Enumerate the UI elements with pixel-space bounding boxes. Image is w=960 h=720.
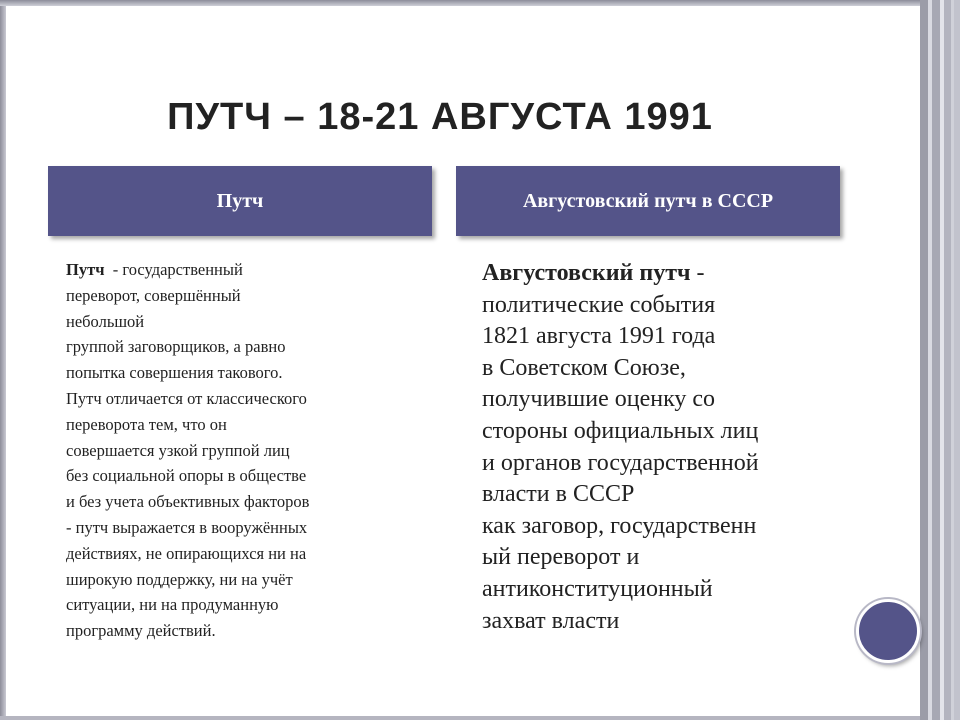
definition-line: переворота тем, что он [66, 414, 227, 434]
description-term: Августовский путч [482, 260, 691, 286]
description-line: захват власти [482, 607, 620, 634]
putsch-definition [66, 257, 436, 644]
definition-line: совершается узкой группой лиц [66, 440, 290, 460]
decorative-circle [856, 599, 920, 663]
description-line: ый переворот и [482, 544, 640, 571]
definition-line [66, 257, 436, 283]
slide-frame-left [0, 0, 6, 720]
definition-line: группой заговорщиков, а равно [66, 337, 286, 357]
description-line: 1821 августа 1991 года [482, 323, 716, 350]
definition-line: - путч выражается в вооружённых [66, 517, 308, 537]
description-line: получившие оценку со [482, 386, 716, 413]
tab-august-putsch-label: Августовский путч в СССР [522, 189, 774, 212]
slide-frame-top [0, 0, 928, 6]
definition-line: Путч отличается от классического [66, 388, 307, 408]
definition-line: действиях, не опирающихся ни на [66, 543, 307, 563]
slide-frame-bottom [0, 716, 928, 720]
definition-line: переворот, совершённый [66, 285, 241, 305]
tab-putsch [48, 166, 432, 236]
definition-line: ситуации, ни на продуманную [66, 595, 279, 615]
slide-frame-right-stripes [920, 0, 960, 720]
definition-line: широкую поддержку, ни на учёт [66, 569, 293, 589]
description-line: власти в СССР [482, 481, 635, 508]
description-line: как заговор, государственн [482, 512, 757, 539]
definition-line: небольшой [66, 311, 145, 331]
slide-title: ПУТЧ – 18-21 АВГУСТА 1991 [167, 96, 713, 138]
definition-line: попытка совершения такового. [66, 363, 283, 383]
definition-term: Путч [66, 260, 105, 279]
definition-text: - государственный [104, 260, 243, 279]
august-putsch-description [482, 258, 842, 637]
description-line [482, 258, 842, 290]
tab-august-putsch [456, 166, 840, 236]
tab-putsch-label: Путч [216, 189, 264, 212]
definition-line: программу действий. [66, 621, 216, 641]
description-line: антиконституционный [482, 575, 713, 602]
definition-line: без социальной опоры в обществе [66, 466, 307, 486]
description-line: в Советском Союзе, [482, 354, 686, 381]
description-line: политические события [482, 291, 716, 318]
description-text: - [690, 260, 705, 286]
description-line: стороны официальных лиц [482, 417, 759, 444]
definition-line: и без учета объективных факторов [66, 492, 310, 512]
description-line: и органов государственной [482, 449, 759, 476]
